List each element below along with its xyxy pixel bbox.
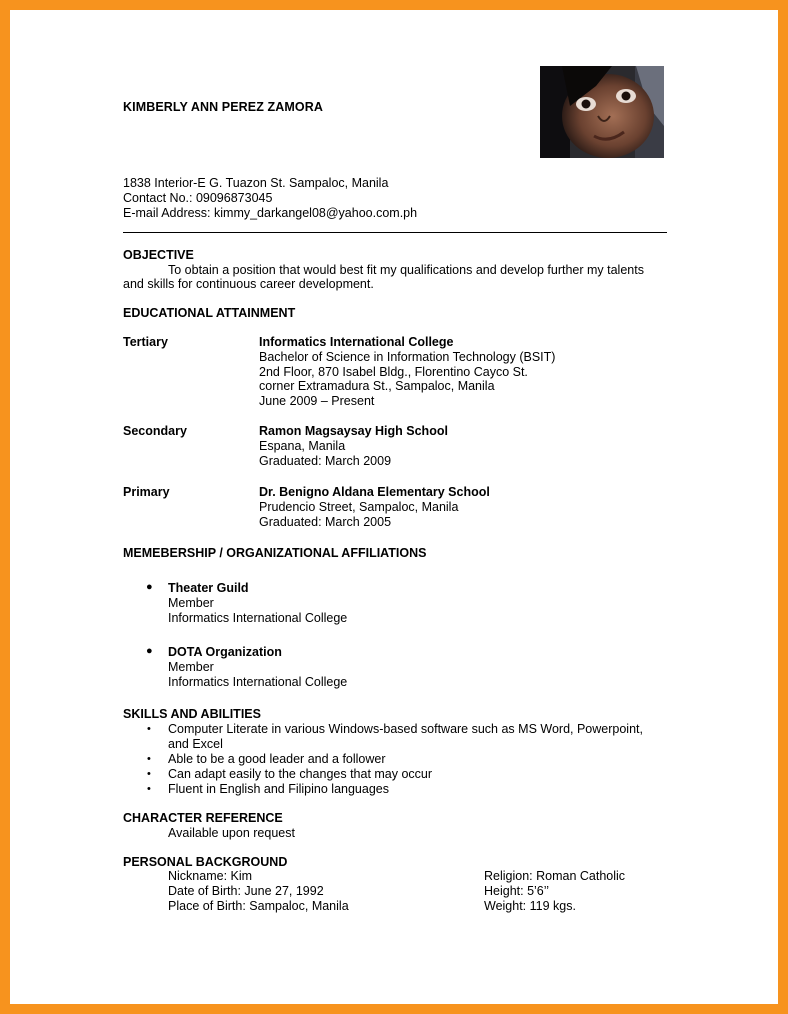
primary-school: Dr. Benigno Aldana Elementary School	[259, 485, 490, 499]
education-secondary-block	[259, 424, 448, 468]
header-divider	[123, 232, 667, 233]
bullet-icon: •	[147, 768, 151, 780]
objective-heading: OBJECTIVE	[123, 248, 194, 262]
skill-line: Computer Literate in various Windows-based software such as MS Word, Powerpoint,	[168, 722, 643, 736]
education-primary-block	[259, 485, 490, 529]
skill-item	[168, 722, 643, 752]
membership-org: DOTA Organization	[168, 645, 282, 659]
membership-school: Informatics International College	[168, 674, 348, 689]
tertiary-line-2: 2nd Floor, 870 Isabel Bldg., Florentino Cayco St.	[259, 364, 528, 379]
personal-left-column	[168, 869, 349, 913]
email-text: E-mail Address: kimmy_darkangel08@yahoo.com.ph	[123, 205, 418, 220]
tertiary-school: Informatics International College	[259, 335, 454, 349]
skill-line: and Excel	[168, 736, 223, 751]
education-level-secondary: Secondary	[123, 424, 187, 438]
religion-text: Religion: Roman Catholic	[484, 869, 626, 883]
birthdate-text: Date of Birth: June 27, 1992	[168, 883, 324, 898]
membership-item	[168, 645, 347, 689]
height-text: Height: 5’6’’	[484, 883, 550, 898]
bullet-icon: •	[147, 723, 151, 735]
birthplace-text: Place of Birth: Sampaloc, Manila	[168, 898, 349, 913]
secondary-line-1: Espana, Manila	[259, 438, 346, 453]
bullet-icon: ●	[146, 581, 153, 593]
contact-number-text: Contact No.: 09096873045	[123, 190, 273, 205]
personal-right-column	[484, 869, 625, 913]
skills-heading: SKILLS AND ABILITIES	[123, 707, 261, 721]
objective-line-2: and skills for continuous career development.	[123, 277, 374, 291]
contact-block	[123, 176, 417, 220]
membership-heading: MEMEBERSHIP / ORGANIZATIONAL AFFILIATIONS	[123, 546, 427, 560]
bullet-icon: •	[147, 783, 151, 795]
membership-role: Member	[168, 659, 214, 674]
reference-text: Available upon request	[168, 826, 295, 840]
tertiary-line-4: June 2009 – Present	[259, 394, 375, 409]
bullet-icon: ●	[146, 645, 153, 657]
reference-heading: CHARACTER REFERENCE	[123, 811, 283, 825]
education-level-primary: Primary	[123, 485, 170, 499]
education-heading: EDUCATIONAL ATTAINMENT	[123, 306, 296, 320]
tertiary-line-1: Bachelor of Science in Information Technology (BSIT)	[259, 349, 556, 364]
primary-line-2: Graduated: March 2005	[259, 514, 392, 529]
secondary-line-2: Graduated: March 2009	[259, 453, 392, 468]
personal-heading: PERSONAL BACKGROUND	[123, 855, 288, 869]
applicant-photo	[540, 66, 664, 158]
membership-school: Informatics International College	[168, 610, 348, 625]
education-tertiary-block	[259, 335, 555, 409]
secondary-school: Ramon Magsaysay High School	[259, 424, 448, 438]
bullet-icon: •	[147, 753, 151, 765]
objective-line-1: To obtain a position that would best fit my qualifications and develop further my talents	[168, 263, 644, 277]
weight-text: Weight: 119 kgs.	[484, 898, 576, 913]
nickname-text: Nickname: Kim	[168, 869, 253, 883]
tertiary-line-3: corner Extramadura St., Sampaloc, Manila	[259, 379, 495, 394]
membership-role: Member	[168, 595, 214, 610]
membership-item	[168, 581, 347, 625]
skill-item: Fluent in English and Filipino languages	[168, 782, 389, 796]
education-level-tertiary: Tertiary	[123, 335, 168, 349]
skill-item: Can adapt easily to the changes that may occur	[168, 767, 433, 781]
address-text: 1838 Interior-E G. Tuazon St. Sampaloc, Manila	[123, 176, 389, 190]
applicant-name: KIMBERLY ANN PEREZ ZAMORA	[123, 100, 323, 114]
skill-item: Able to be a good leader and a follower	[168, 752, 386, 766]
primary-line-1: Prudencio Street, Sampaloc, Manila	[259, 499, 459, 514]
membership-org: Theater Guild	[168, 581, 249, 595]
